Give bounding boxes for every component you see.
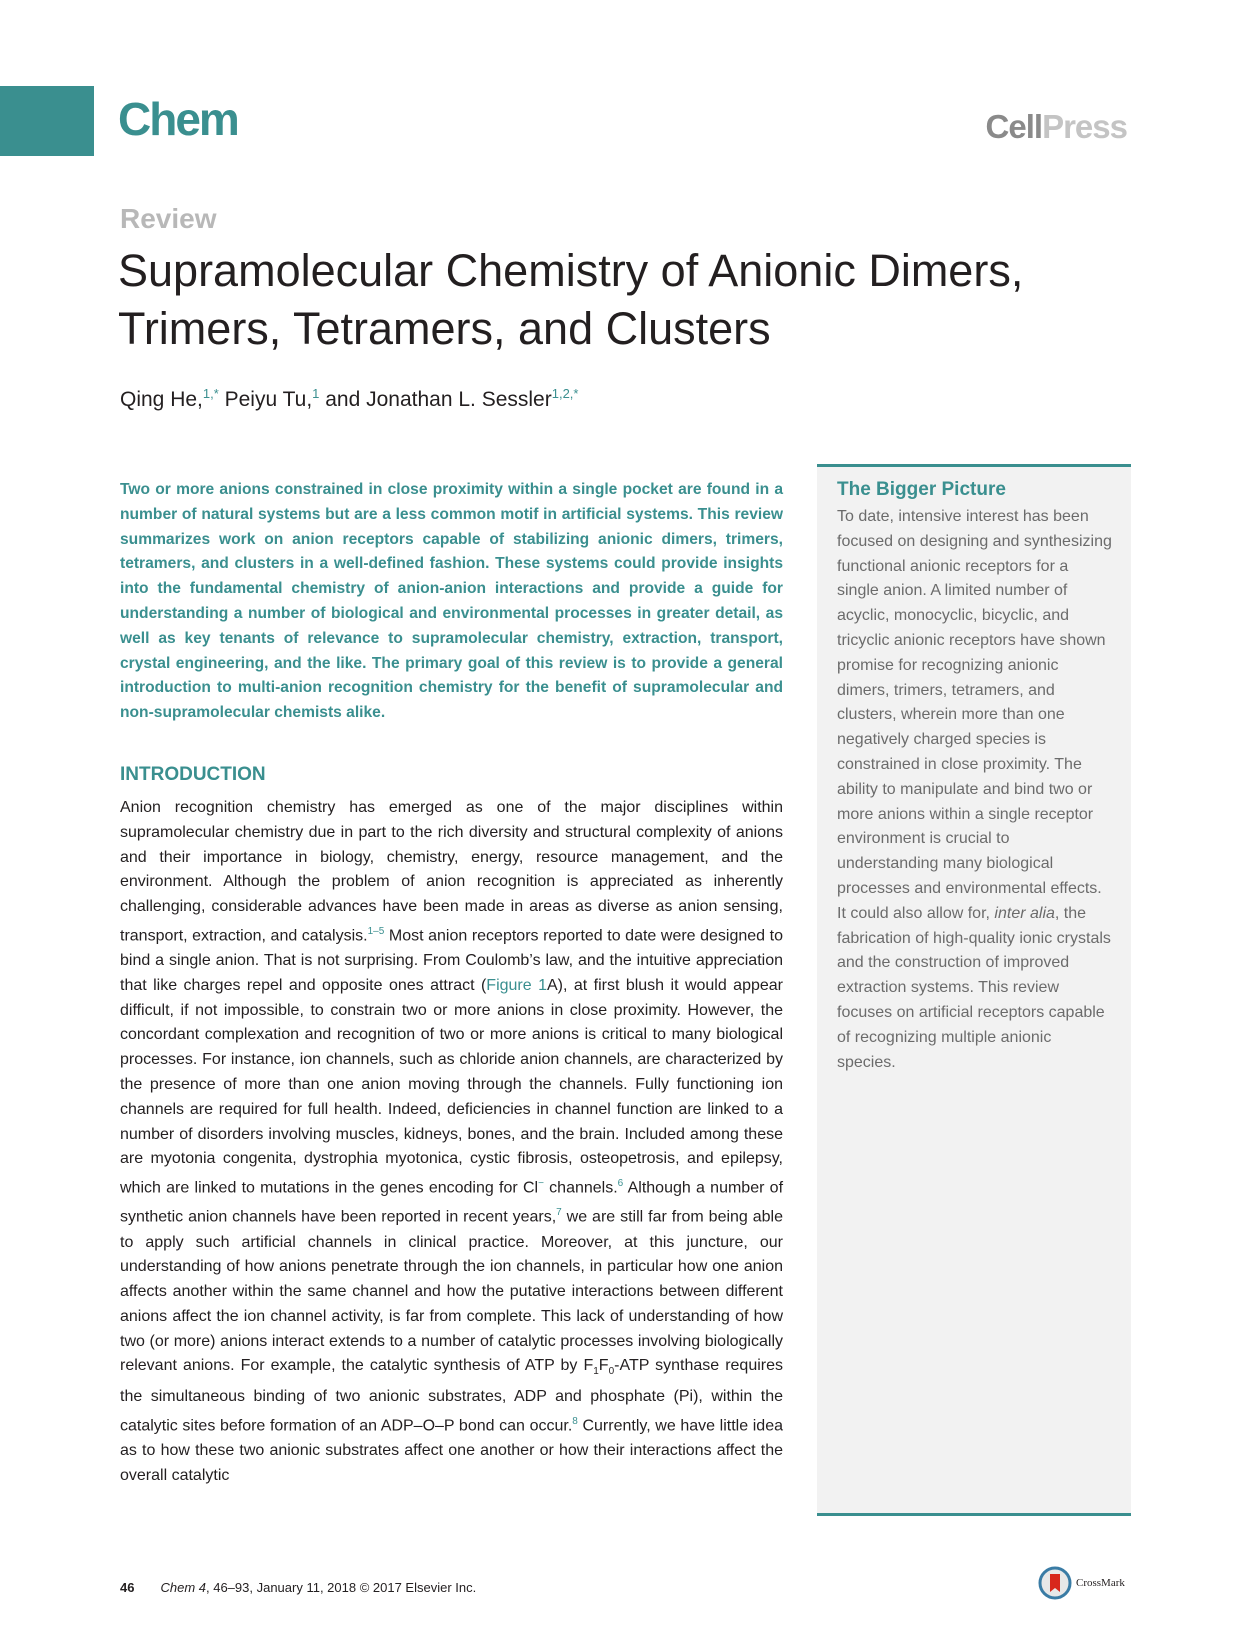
reference-link[interactable]: 7 [556, 1207, 562, 1219]
reference-link[interactable]: 1–5 [367, 925, 385, 937]
citation: Chem 4, 46–93, January 11, 2018 © 2017 Elsevier Inc. [160, 1580, 477, 1595]
figure-link[interactable]: Figure 1 [486, 976, 547, 994]
section-heading-introduction: INTRODUCTION [120, 763, 266, 785]
author-affiliation[interactable]: 1 [312, 386, 320, 401]
bigger-picture-text: To date, intensive interest has been focused on designing and synthesizing functional anionic receptors for a single anion. A limited number of acyclic, monocyclic, bicyclic, and tricyclic anionic receptors have shown promise for recognizing anionic dimers, trimers, tetramers, and clusters, wherein more than one negatively charged species is constrained in close proximity. The ability to manipulate and bind two or more anions within a single receptor environment is crucial to understanding many biological processes and environmental effects. It could also allow for, inter alia, the fabrication of high-quality ionic crystals and the construction of improved extraction systems. This review focuses on artificial receptors capable of recognizing multiple anionic species. [837, 508, 1112, 1071]
page-footer [120, 1580, 476, 1595]
article-title: Supramolecular Chemistry of Anionic Dimers, Trimers, Tetramers, and Clusters [118, 245, 1024, 354]
author-name[interactable]: and Jonathan L. Sessler [319, 388, 552, 411]
reference-link[interactable]: 6 [617, 1178, 624, 1190]
bigger-picture-box [817, 464, 1131, 1516]
charge-superscript: − [538, 1178, 544, 1190]
author-affiliation[interactable]: 1,* [202, 386, 219, 401]
reference-link[interactable]: 8 [572, 1416, 578, 1428]
crossmark-icon [1038, 1566, 1072, 1600]
header-color-tab [0, 86, 94, 156]
author-name[interactable]: Qing He, [120, 388, 203, 411]
article-type: Review [120, 203, 217, 234]
journal-logo[interactable]: Chem [118, 93, 238, 145]
bigger-picture-title: The Bigger Picture [837, 479, 1006, 500]
author-name[interactable]: Peiyu Tu, [218, 388, 313, 411]
introduction-paragraph: Anion recognition chemistry has emerged as one of the major disciplines within supramolecular chemistry due in part to the rich diversity and structural complexity of anions and their importance in biology, chemistry, energy, resource management, and the environment. Although the problem of anion recognition is appreciated as inherently challenging, considerable advances have been made in areas as diverse as anion sensing, transport, extraction, and catalysis.$^{1-5}$ Most anion receptors reported to date were designed to bind a single anion. That is not surprising. From Coulomb’s law, and the intuitive appreciation that like charges repel and opposite ones attract (Figure 1A), at first blush it would appear difficult, if not impossible, to constrain two or more anions in close proximity. However, the concordant complexation and recognition of two or more anions is critical to many biological processes. For instance, ion channels, such as chloride anion channels, are characterized by the presence of more than one anion moving through the channels. Fully functioning ion channels are required for full health. Indeed, deficiencies in channel function are linked to a number of disorders involving muscles, kidneys, bones, and the brain. Included among these are myotonia congenita, dystrophia myotonica, cystic fibrosis, osteopetrosis, and epilepsy, which are linked to mutations in the genes encoding for Cl− channels.$^6$ Although a number of synthetic anion channels have been reported in recent years,$^7$ we are still far from being able to apply such artificial channels in clinical practice. Moreover, at this juncture, our understanding of how anions penetrate through the ion channels, in particular how one anion affects another within the same channel and how the putative interactions between different anions affect the ion channel activity, is far from complete. This lack of understanding of how two (or more) anions interact extends to a number of catalytic processes involving biologically relevant anions. For example, the catalytic synthesis of ATP by $F_1F_0$-ATP synthase requires the simultaneous binding of two anionic substrates, ADP and phosphate (Pi), within the catalytic sites before formation of an ADP–O–P bond can occur.$^8$ Currently, we have little idea as to how these two anionic substrates affect one another or how their interactions affect the overall catalytic [120, 798, 784, 1485]
main-column [120, 478, 783, 1489]
publisher-logo-press: Press [1042, 108, 1127, 145]
author-list [120, 386, 578, 412]
subscript: 1 [593, 1366, 599, 1378]
abstract: Two or more anions constrained in close proximity within a single pocket are found in a number of natural systems but are a less common motif in artificial systems. This review summarizes work on anion receptors capable of stabilizing anionic dimers, trimers, tetramers, and clusters in a well-defined fashion. These systems could provide insights into the fundamental chemistry of anion-anion interactions and provide a guide for understanding a number of biological and environmental processes in greater detail, as well as key tenants of relevance to supramolecular chemistry, extraction, transport, crystal engineering, and the like. The primary goal of this review is to provide a general introduction to multi-anion recognition chemistry for the benefit of supramolecular and non-supramolecular chemists alike. [120, 481, 783, 722]
subscript: 0 [608, 1366, 615, 1378]
crossmark-label: CrossMark [1076, 1577, 1125, 1589]
crossmark-badge[interactable] [1038, 1566, 1125, 1600]
author-affiliation[interactable]: 1,2,* [551, 386, 579, 401]
publisher-logo[interactable] [986, 108, 1127, 146]
page-number: 46 [120, 1580, 135, 1595]
publisher-logo-cell: Cell [985, 108, 1043, 145]
